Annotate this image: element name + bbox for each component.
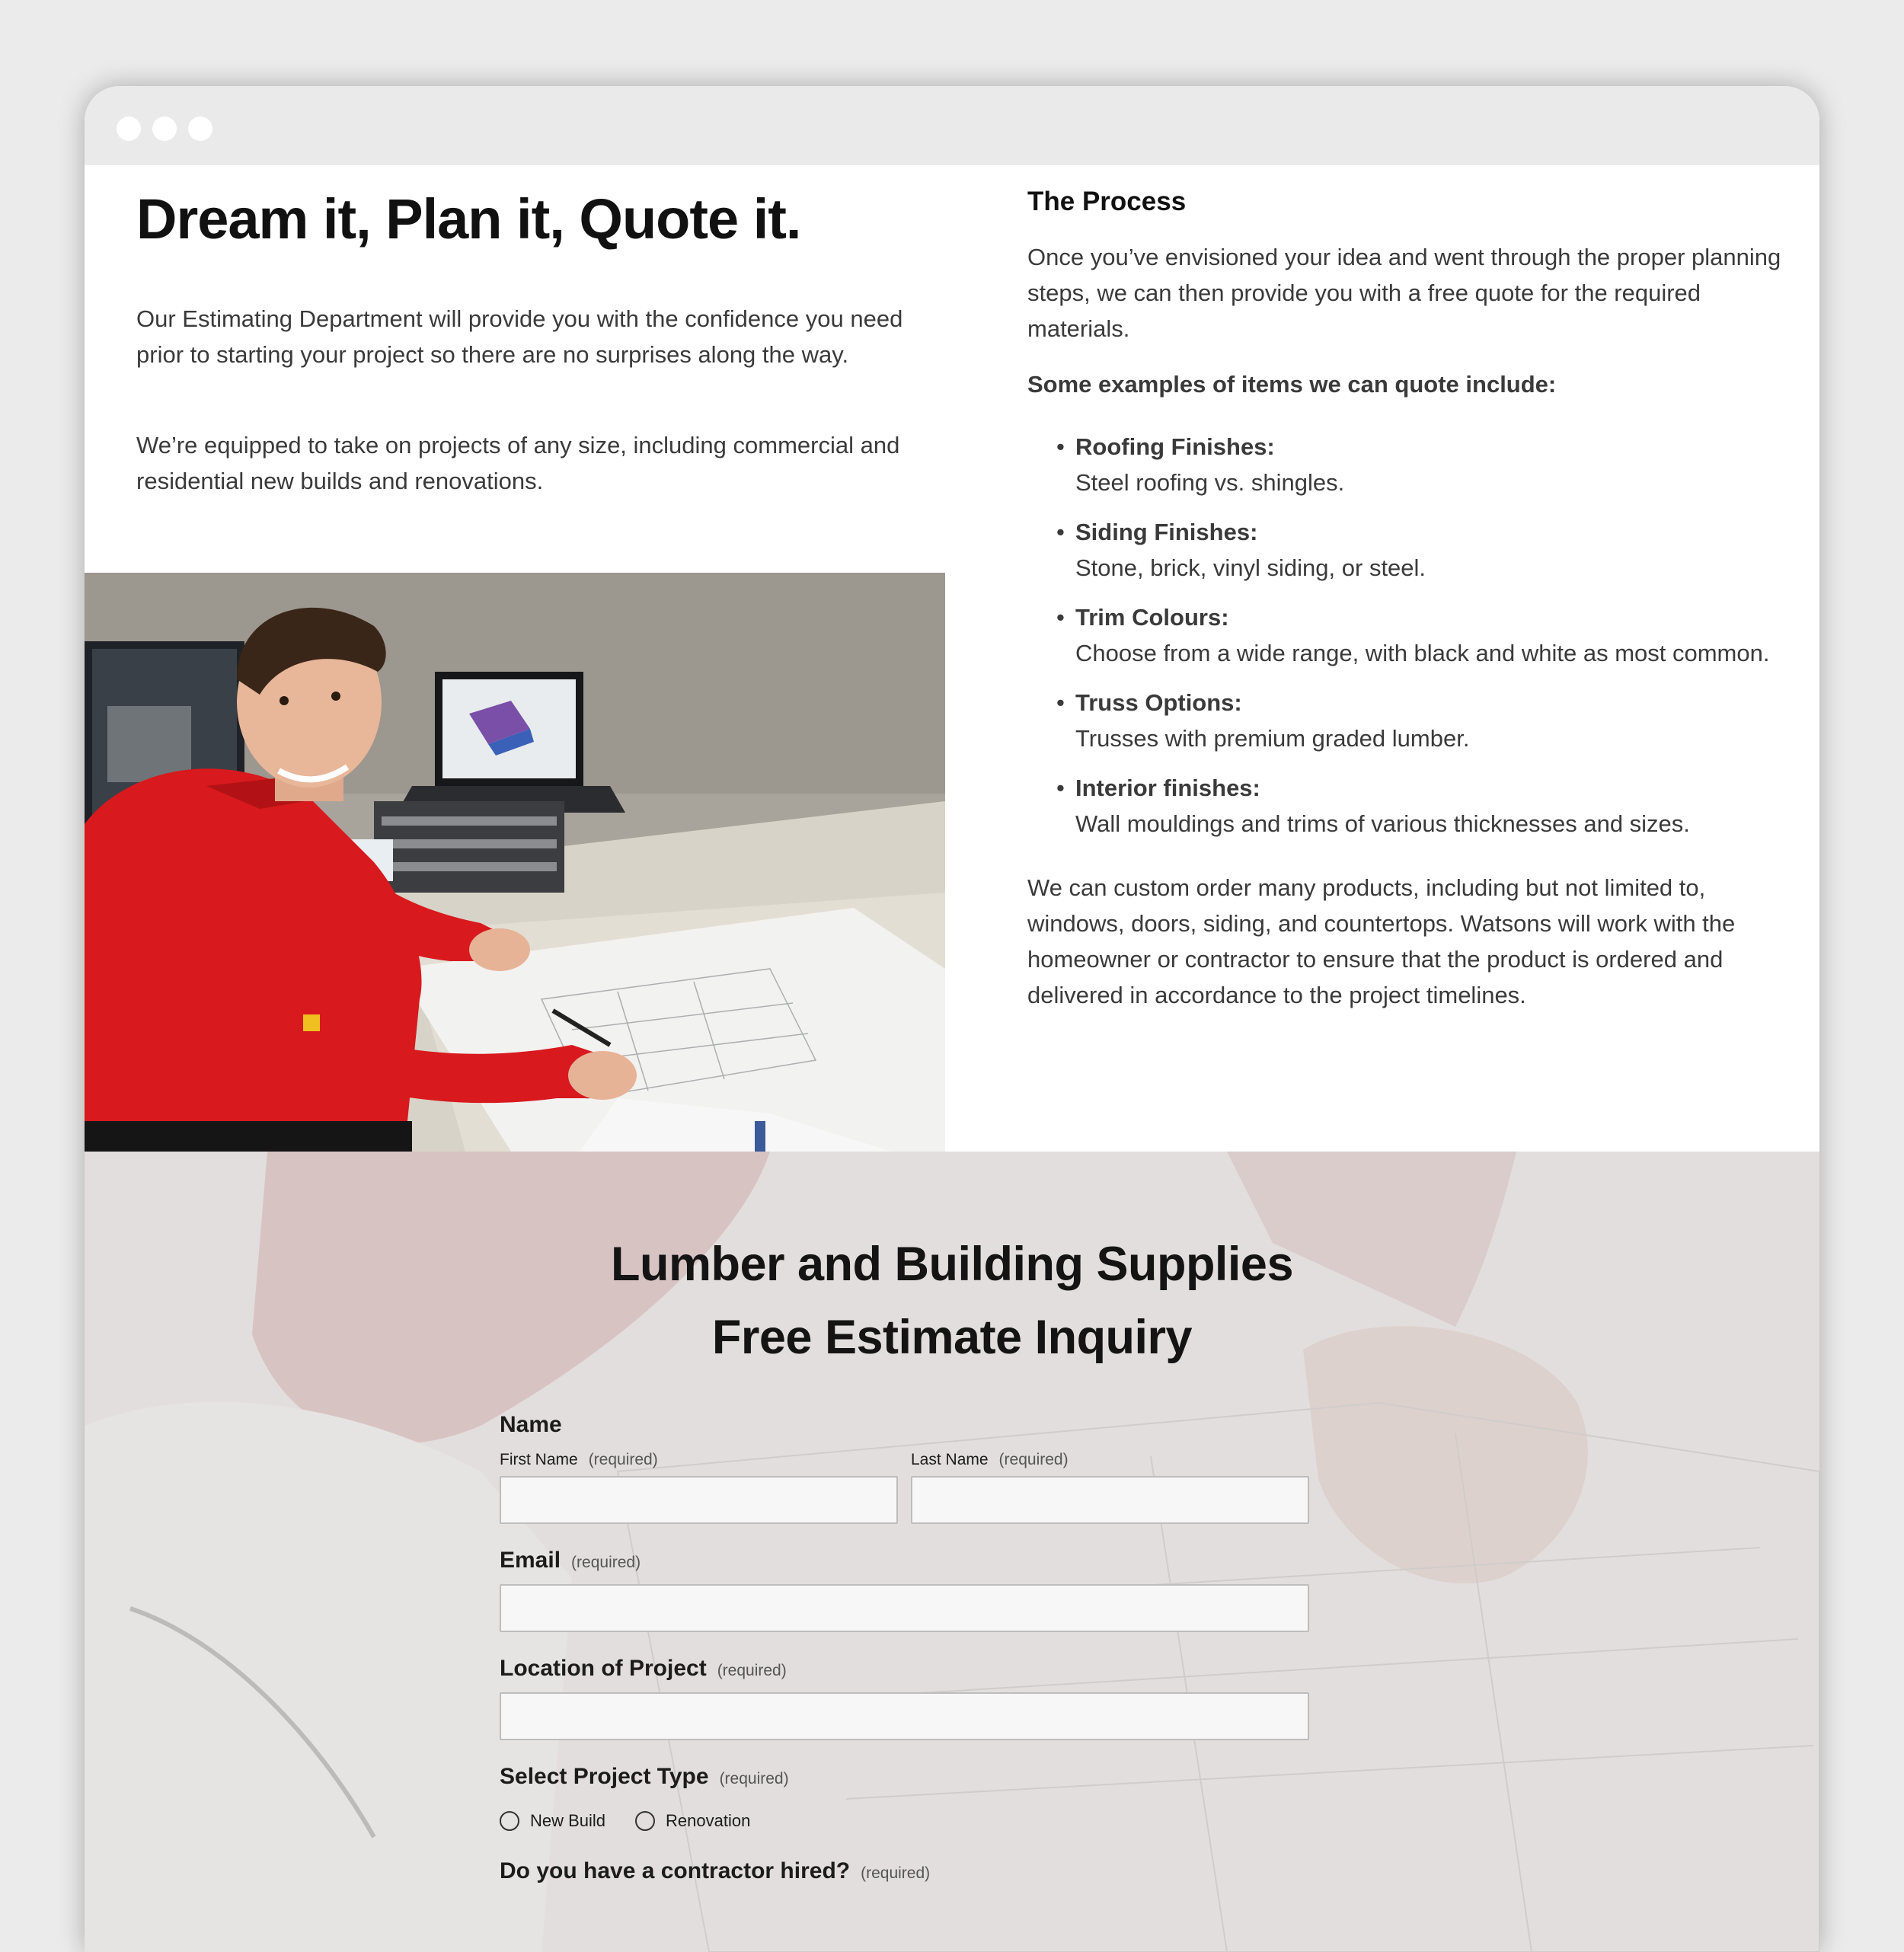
page-title: Dream it, Plan it, Quote it. [136,187,801,251]
bullet-icon: • [1056,519,1065,545]
location-input[interactable] [500,1692,1309,1740]
item-title: Trim Colours: [1075,604,1229,631]
intro-column [136,187,951,494]
contractor-label [500,1858,930,1884]
first-name-label [500,1451,658,1469]
email-label [500,1548,641,1573]
last-name-text: Last Name [911,1451,989,1468]
required-hint: (required) [588,1451,658,1468]
bullet-icon: • [1056,689,1065,716]
list-item [1027,429,1797,514]
last-name-input[interactable] [911,1476,1309,1524]
radio-label-new-build[interactable]: New Build [530,1811,606,1830]
required-hint: (required) [861,1864,931,1882]
email-input[interactable] [500,1584,1309,1632]
required-hint: (required) [717,1662,787,1679]
list-item [1027,514,1797,599]
browser-window [85,86,1819,1952]
project-type-label [500,1764,789,1790]
first-name-text: First Name [500,1451,578,1468]
window-control-dot[interactable] [188,117,212,141]
form-title-line: Free Estimate Inquiry [711,1311,1193,1364]
radio-new-build[interactable] [500,1811,519,1831]
estimate-form-section [85,1152,1819,1952]
window-control-dot[interactable] [152,117,177,141]
intro-paragraph: We’re equipped to take on projects of any size, including commercial and residential new builds and renovations. [136,432,900,494]
name-label: Name [500,1412,562,1437]
item-description: Trusses with premium graded lumber. [1075,725,1470,752]
process-closing: We can custom order many products, including but not limited to, windows, doors, siding, and countertops. Watsons will work with the homeowner or contractor to ensure that the product is ordered and delivered in accordance to the project timelines. [1027,874,1736,1008]
list-item [1027,599,1797,685]
page-content [85,165,1819,1952]
required-hint: (required) [998,1451,1069,1468]
location-label [500,1656,787,1682]
email-text: Email [500,1548,561,1573]
estimating-section [85,165,1819,1152]
list-item [1027,685,1797,770]
quote-items-list [1027,429,1797,855]
bullet-icon: • [1056,604,1065,631]
last-name-label [911,1451,1069,1469]
item-description: Stone, brick, vinyl siding, or steel. [1075,554,1426,581]
required-hint: (required) [571,1554,641,1571]
process-intro: Once you’ve envisioned your idea and went through the proper planning steps, we can then provide you with a free quote for the required materials. [1027,244,1781,342]
bullet-icon: • [1056,775,1065,801]
bullet-icon: • [1056,433,1065,460]
list-item [1027,770,1797,855]
first-name-input[interactable] [500,1476,898,1524]
required-hint: (required) [719,1770,789,1787]
estimator-photo [85,573,945,1152]
intro-paragraph: Our Estimating Department will provide you with the confidence you need prior to starting your project so there are no surprises along the way. [136,305,903,368]
radio-renovation[interactable] [635,1811,655,1831]
item-title: Roofing Finishes: [1075,433,1275,460]
window-titlebar [85,86,1819,165]
contractor-text: Do you have a contractor hired? [500,1858,851,1883]
item-description: Steel roofing vs. shingles. [1075,469,1345,496]
process-column [1027,187,1781,1008]
radio-label-renovation[interactable]: Renovation [666,1811,751,1830]
location-text: Location of Project [500,1656,707,1681]
item-description: Choose from a wide range, with black and white as most common. [1075,640,1770,666]
form-title-line: Lumber and Building Supplies [610,1238,1294,1291]
item-title: Truss Options: [1075,689,1242,716]
examples-heading: Some examples of items we can quote include: [1027,371,1557,398]
item-title: Siding Finishes: [1075,519,1258,545]
item-title: Interior finishes: [1075,775,1260,801]
item-description: Wall mouldings and trims of various thicknesses and sizes. [1075,810,1690,837]
window-control-dot[interactable] [117,117,141,141]
project-type-text: Select Project Type [500,1764,709,1789]
form-title [85,1228,1819,1374]
process-heading: The Process [1027,187,1187,216]
